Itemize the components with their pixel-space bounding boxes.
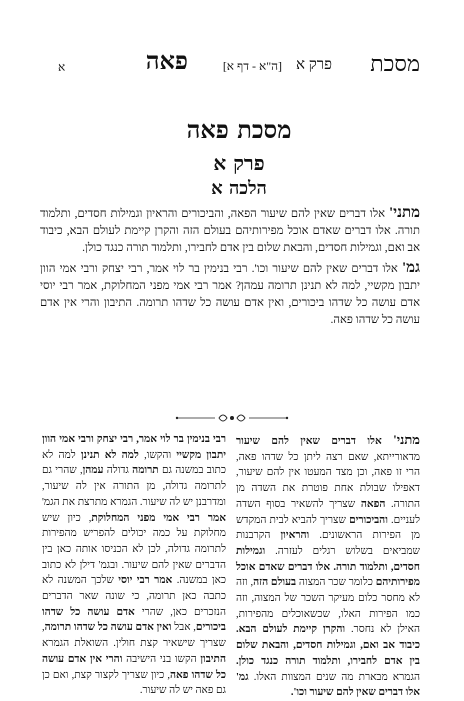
commentary-left-paragraph: [42, 432, 226, 699]
gemara-text: אלו דברים שאין להם שיעור וכו'. רבי בנימין בר לוי אמר, רבי יצחק ורבי אמי הוון יתבון מקשיי, למה לא תנינן תרומה עמהן? אמר רבי אמי מפני המחלוקת, אמר רבי יוסי אדם עושה כל שדהו ביכורים, ואין אדם עושה כל שדהו תרומה. התיבון והרי אין אדם עושה כל שדהו פאה.: [40, 263, 420, 326]
chapter-title: פרק א: [213, 151, 265, 175]
commentary-left-gloss: , כיון שצריך לקצור קצת, ואם כן גם פאה יש לה שיעור.: [42, 669, 226, 697]
header-tractate-word: מסכת: [370, 51, 420, 76]
commentary-left-keyword: רבי בנימין בר לוי אמר, רבי יצחק ורבי אמי הוון יתבון מקשיי: [42, 434, 226, 461]
commentary-right-keyword: כיבוד אב ואם, וגמילות חסדים, והבאת שלום בין אדם לחבירו, ותלמוד תורה כנגד כולן.: [236, 640, 420, 667]
header-tractate-name: פאה: [145, 49, 188, 75]
commentary-right-column: [236, 432, 421, 699]
commentary-right-gloss: הקרבנות שמביאים בשלוש רגלים לעזרה.: [236, 530, 420, 557]
ornamental-divider: [175, 411, 289, 425]
commentary-right-paragraph: [236, 432, 420, 701]
mishnah-paragraph: [40, 205, 420, 257]
running-header: [58, 48, 420, 82]
commentary-left-gloss: גדולה: [103, 465, 133, 477]
mishnah-text: אלו דברים שאין להם שיעור הפאה, והביכורים והראיון וגמילות חסדים, ותלמוד תורה. אלו דברים שאדם אוכל מפירותיהם בעולם הזה והקרן קיימת לעולם הבא, כיבוד אב ואם, וגמילות חסדים, והבאת שלום בין אדם לחבירו, ותלמוד תורה כנגד כולן.: [40, 208, 420, 254]
gemara-lead: גמ': [401, 260, 420, 276]
main-text: [40, 205, 420, 329]
commentary-right-keyword: והקרן קיימת לעולם הבא.: [236, 624, 346, 636]
commentary-right-keyword: גמ' אלו דברים שאין להם שיעור וכו'.: [236, 671, 420, 699]
commentary-right-gloss: , וזה לא מחסר כלום מעיקר השכר של המצוה, וזה כמו הפירות האלו, שכשאוכלים מהפירות, האילן לא נחסר.: [236, 577, 420, 636]
commentary-left-gloss: למה לא כתוב במשנה גם: [42, 449, 226, 477]
commentary-left-gloss: , שהרי גם לתרומה גדולה, מן התורה אין לה שיעור, ומדרבנן יש לה שיעור. הגמרא מתרצת את הגמ': [42, 465, 226, 508]
commentary-left-gloss: הקשו בני הישיבה: [122, 653, 201, 665]
commentary-left-keyword: אדם עושה כל שדהו ביכורים: [42, 606, 226, 634]
header-reference: [ה"א - דף א]: [222, 59, 282, 73]
commentary-right-gloss: מדאורייתא, שאם רצה ליתן כל שדהו פאה, הרי זו פאה, וכן מצד המעטו אין להם שיעור, דאפילו שבולת אחת פוטרת את השדה מן התורה.: [236, 451, 421, 510]
commentary-left-keyword: ואין אדם עושה כל שדהו תרומה: [44, 622, 172, 634]
commentary-right-gloss: כלומר שכר המצוה: [296, 577, 376, 589]
header-chapter: פרק א: [295, 57, 332, 73]
commentary-left-keyword: למה לא תנינן: [80, 449, 139, 461]
commentary-right-keyword: הפאה: [360, 498, 386, 510]
commentary-right-keyword: והראיון: [280, 530, 310, 542]
header-page-letter: א: [58, 60, 66, 74]
commentary-left-keyword: והרי אין אדם עושה כל שדהו פאה: [42, 653, 226, 681]
commentary-right-gloss: שצריך להביא לבית המקדש מן הפירות הראשונים.: [236, 514, 420, 542]
commentary-right-keyword: אלו דברים שאין להם שיעור: [236, 436, 382, 447]
commentary-left-gloss: , כיון שיש מחלוקת על כמה יכולים להפריש מהפירות לתרומה גדולה, לכן לא הכניסו אותה כאן בין הדברים שאין להם שיעור. ובגמ' דילן לא כתוב כאן במשנה.: [42, 512, 227, 587]
commentary-right-gloss: שצריך להשאיר בסוף השדה לעניים.: [236, 498, 420, 526]
commentary-right-lead: מתני': [393, 432, 420, 447]
commentary-right-text: [236, 436, 420, 698]
commentary-left-keyword: אמר רבי אמי מפני המחלוקת: [91, 512, 226, 524]
gemara-paragraph: [40, 260, 420, 329]
commentary-left-keyword: התיבון: [200, 653, 226, 665]
commentary-left-gloss: , שצריך שישאיר קצת חולין. השואלת הגמרא: [42, 622, 226, 650]
commentary-right-gloss: הגמרא מבארת מה שנים המצוות האלו.: [248, 671, 420, 683]
commentary-left-keyword: תרומה: [132, 465, 159, 477]
commentary-left-keyword: עמהן: [82, 465, 104, 477]
commentary-right-keyword: והביכורים: [349, 514, 388, 526]
commentary-left-text: [42, 434, 226, 696]
commentary-right-keyword: אלו דברים שאדם אוכל מפירותיהם: [236, 561, 420, 589]
tractate-title: מסכת פאה: [186, 115, 292, 144]
commentary-left-gloss: שלכך המשנה לא כתבה כאן תרומה, כי שונה שאר הדברים הנזכרים כאן, שהרי: [42, 575, 226, 618]
commentary-left-gloss: , אבל: [171, 622, 196, 634]
commentary-right-keyword: וגמילות חסדים, ותלמוד תורה.: [236, 545, 420, 573]
commentary-left-keyword: אמר רבי יוסי: [118, 575, 173, 587]
commentary-right-keyword: בעולם הזה: [253, 577, 297, 589]
commentary-left-column: [42, 432, 227, 697]
halacha-title: הלכה א: [211, 178, 267, 199]
mishnah-lead: מתני': [388, 205, 421, 221]
commentary-left-gloss: והקשו,: [138, 449, 177, 461]
